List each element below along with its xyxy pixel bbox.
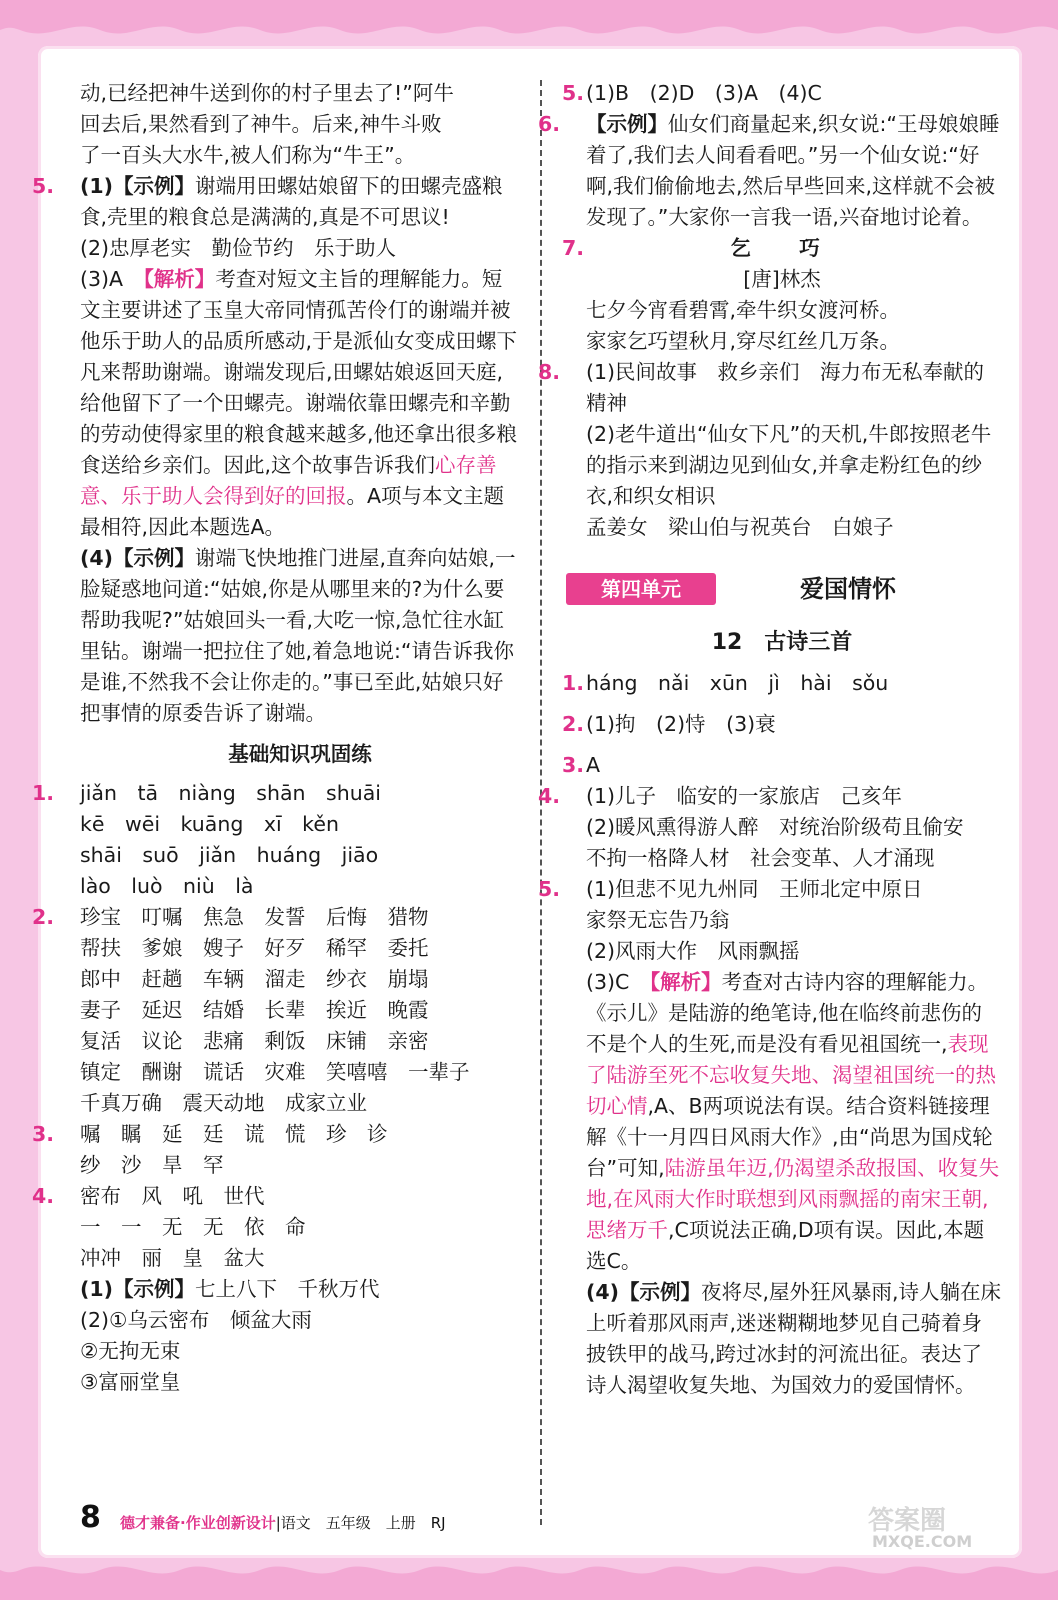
word-line-4: 妻子 延迟 结婚 长辈 挨近 晚霞 xyxy=(80,998,429,1022)
lesson-5-2: (2)风雨大作 风雨飘摇 xyxy=(586,939,800,963)
basic-3-number: 3. xyxy=(32,1122,55,1146)
char-line-1: 嘱 瞩 延 廷 谎 慌 珍 诊 xyxy=(80,1122,388,1146)
lesson-4-number: 4. xyxy=(538,784,561,808)
lesson-5-number: 5. xyxy=(538,877,561,901)
lesson-2: (1)拘 (2)恃 (3)衰 xyxy=(586,712,776,736)
cont-line-1: 动,已经把神牛送到你的村子里去了!”阿牛 xyxy=(80,81,454,105)
r-answer-8-number: 8. xyxy=(538,360,561,384)
answer-5 xyxy=(32,171,520,729)
lesson-5-3-p1: 考查对古诗内容的理解能力。《示儿》是陆游的绝笔诗,他在临终前悲伤的不是个人的生死,而是没有看见祖国统一, xyxy=(586,970,989,1056)
r-answer-7-number: 7. xyxy=(562,236,585,260)
r-answer-5: (1)B (2)D (3)A (4)C xyxy=(586,81,822,105)
poem-line-2: 家家乞巧望秋月,穿尽红丝几万条。 xyxy=(586,329,901,353)
unit-header xyxy=(562,569,1002,613)
answer-5-3-highlight: 心存善意、乐于助人会得到好的回报 xyxy=(80,453,497,508)
lesson-5-3-head: (3)C xyxy=(586,970,630,994)
lesson-3-number: 3. xyxy=(562,753,585,777)
pinyin-line-2: kē wēi kuāng xī kěn xyxy=(80,812,339,836)
poem-author: [唐]林杰 xyxy=(743,267,821,291)
pinyin-line-4: lào luò niù là xyxy=(80,874,254,898)
answer-5-3-end: 。A项与本文主题最相符,因此本题选A。 xyxy=(80,484,505,539)
lesson-4-2: (2)暖风熏得游人醉 对统治阶级苟且偷安 不拘一格降人材 社会变革、人才涌现 xyxy=(586,815,985,870)
page-number: 8 xyxy=(80,1500,101,1535)
lesson-5-1: (1)但悲不见九州同 王师北定中原日 xyxy=(586,877,923,901)
bottom-wave-border xyxy=(0,1556,1058,1600)
word-line-2: 帮扶 爹娘 嫂子 好歹 稀罕 委托 xyxy=(80,936,429,960)
lesson-4-1: (1)儿子 临安的一家旅店 己亥年 xyxy=(586,784,903,808)
answer-5-number: 5. xyxy=(32,174,55,198)
answer-5-1: 谢端用田螺姑娘留下的田螺壳盛粮食,壳里的粮食总是满满的,真是不可思议! xyxy=(80,174,503,229)
top-wave-border xyxy=(0,0,1058,46)
basic-1-number: 1. xyxy=(32,781,55,805)
lesson-5-3-hl2: 陆游虽年迈,仍渴望杀敌报国、收复失地,在风雨大作时联想到风雨飘摇的南宋王朝,思绪万千 xyxy=(586,1156,1000,1242)
answer-5-2: (2)忠厚老实 勤俭节约 乐于助人 xyxy=(80,236,397,260)
answer-5-4: 谢端飞快地推门进屋,直奔向姑娘,一脸疑惑地问道:“姑娘,你是从哪里来的?为什么要帮助我呢?”姑娘回头一看,大吃一惊,急忙往水缸里钻。谢端一把拉住了她,着急地说:“请告诉我你是谁,不然我不会让你走的。”事已至此,姑娘只好把事情的原委告诉了谢端。 xyxy=(80,546,516,725)
fill-1-tag: (1)【示例】 xyxy=(80,1277,196,1301)
footer-info: |语文 五年级 上册 RJ xyxy=(275,1514,446,1532)
lesson-2-number: 2. xyxy=(562,712,585,736)
analysis-tag: 【解析】 xyxy=(143,267,216,291)
fill-4: ③富丽堂皇 xyxy=(80,1370,181,1394)
fill-2: (2)①乌云密布 倾盆大雨 xyxy=(80,1308,312,1332)
pinyin-line-3: shāi suō jiǎn huáng jiāo xyxy=(80,843,379,867)
footer-text xyxy=(120,1512,446,1533)
r-answer-8-1: (1)民间故事 救乡亲们 海力布无私奉献的精神 xyxy=(586,360,985,415)
footer-brand: 德才兼备·作业创新设计 xyxy=(120,1514,276,1532)
lesson-5-3-hl1: 表现了陆游至死不忘收复失地、渴望祖国统一的热切心情 xyxy=(586,1032,996,1118)
basic-answer-3 xyxy=(32,1119,520,1181)
poem-title: 乞 巧 xyxy=(730,236,834,260)
basic-answer-1 xyxy=(32,778,520,902)
lesson-title: 12 古诗三首 xyxy=(711,630,853,655)
fill-1: 七上八下 千秋万代 xyxy=(195,1277,380,1301)
r-answer-5-number: 5. xyxy=(562,81,585,105)
r-answer-8-2: (2)老牛道出“仙女下凡”的天机,牛郎按照老牛的指示来到湖边见到仙女,并拿走粉红色的纱衣,和织女相识 xyxy=(586,422,992,508)
left-column xyxy=(32,78,520,1398)
answer-5-4-tag: (4)【示例】 xyxy=(80,546,196,570)
lesson-5-1b: 家祭无忘告乃翁 xyxy=(586,908,730,932)
word-line-7: 千真万确 震天动地 成家立业 xyxy=(80,1091,367,1115)
lesson-5-3-p3: ,C项说法正确,D项有误。因此,本题选C。 xyxy=(586,1218,985,1273)
fill-line-2: 一 一 无 无 依 命 xyxy=(80,1215,306,1239)
section-title: 基础知识巩固练 xyxy=(228,742,372,766)
basic-4-number: 4. xyxy=(32,1184,55,1208)
pinyin-line-1: jiǎn tā niàng shān shuāi xyxy=(80,781,381,805)
r-answer-7 xyxy=(562,233,1002,357)
r-answer-6-number: 6. xyxy=(538,112,561,136)
lesson-analysis-tag: 【解析】 xyxy=(649,970,722,994)
fill-3: ②无拘无束 xyxy=(80,1339,181,1363)
watermark-logo: 答案圈 xyxy=(868,1506,947,1536)
char-line-2: 纱 沙 旱 罕 xyxy=(80,1153,224,1177)
word-line-5: 复活 议论 悲痛 剩饭 床铺 亲密 xyxy=(80,1029,429,1053)
basic-answer-2 xyxy=(32,902,520,1119)
cont-line-2: 回去后,果然看到了神牛。后来,神牛斗败 xyxy=(80,112,442,136)
lesson-5-4-tag: (4)【示例】 xyxy=(586,1280,702,1304)
lesson-3: A xyxy=(586,753,601,777)
word-line-1: 珍宝 叮嘱 焦急 发誓 后悔 猎物 xyxy=(80,905,429,929)
answer-5-3-body: 考查对短文主旨的理解能力。短文主要讲述了玉皇大帝同情孤苦伶仃的谢端并被他乐于助人的品质所感动,于是派仙女变成田螺下凡来帮助谢端。谢端发现后,田螺姑娘返回天庭,给他留下了一个田螺壳。谢端依靠田螺壳和辛勤的劳动使得家里的粮食越来越多,他还拿出很多粮食送给乡亲们。因此,这个故事告诉我们 xyxy=(80,267,518,477)
lesson-1-number: 1. xyxy=(562,671,585,695)
answer-5-3-head: (3)A xyxy=(80,267,124,291)
word-line-6: 镇定 酬谢 谎话 灾难 笑嘻嘻 一辈子 xyxy=(80,1060,470,1084)
cont-line-3: 了一百头大水牛,被人们称为“牛王”。 xyxy=(80,143,416,167)
lesson-5-3-p2: ,A、B两项说法有误。结合资料链接理解《十一月四日风雨大作》,由“尚思为国戍轮台”可知, xyxy=(586,1094,993,1180)
right-column xyxy=(538,78,1002,1401)
basic-answer-4 xyxy=(32,1181,520,1398)
watermark-url: MXQE.COM xyxy=(872,1532,973,1551)
r-answer-8-3: 孟姜女 梁山伯与祝英台 白娘子 xyxy=(586,515,894,539)
word-line-3: 郎中 赶趟 车辆 溜走 纱衣 崩塌 xyxy=(80,967,429,991)
lesson-5-4: 夜将尽,屋外狂风暴雨,诗人躺在床上听着那风雨声,迷迷糊糊地梦见自己骑着身披铁甲的战马,跨过冰封的河流出征。表达了诗人渴望收复失地、为国效力的爱国情怀。 xyxy=(586,1280,1002,1397)
fill-line-1: 密布 风 吼 世代 xyxy=(80,1184,265,1208)
lesson-1: háng nǎi xūn jì hài sǒu xyxy=(586,671,889,695)
r-answer-6-tag: 【示例】 xyxy=(586,112,668,136)
poem-line-1: 七夕今宵看碧霄,牵牛织女渡河桥。 xyxy=(586,298,901,322)
unit-title: 爱国情怀 xyxy=(800,575,896,603)
unit-label: 第四单元 xyxy=(566,573,716,605)
answer-5-1-tag: (1)【示例】 xyxy=(80,174,196,198)
r-answer-6: 仙女们商量起来,织女说:“王母娘娘睡着了,我们去人间看看吧。”另一个仙女说:“好啊,我们偷偷地去,然后早些回来,这样就不会被发现了。”大家你一言我一语,兴奋地讨论着。 xyxy=(586,112,1000,229)
fill-line-3: 冲冲 丽 皇 盆大 xyxy=(80,1246,265,1270)
basic-2-number: 2. xyxy=(32,905,55,929)
